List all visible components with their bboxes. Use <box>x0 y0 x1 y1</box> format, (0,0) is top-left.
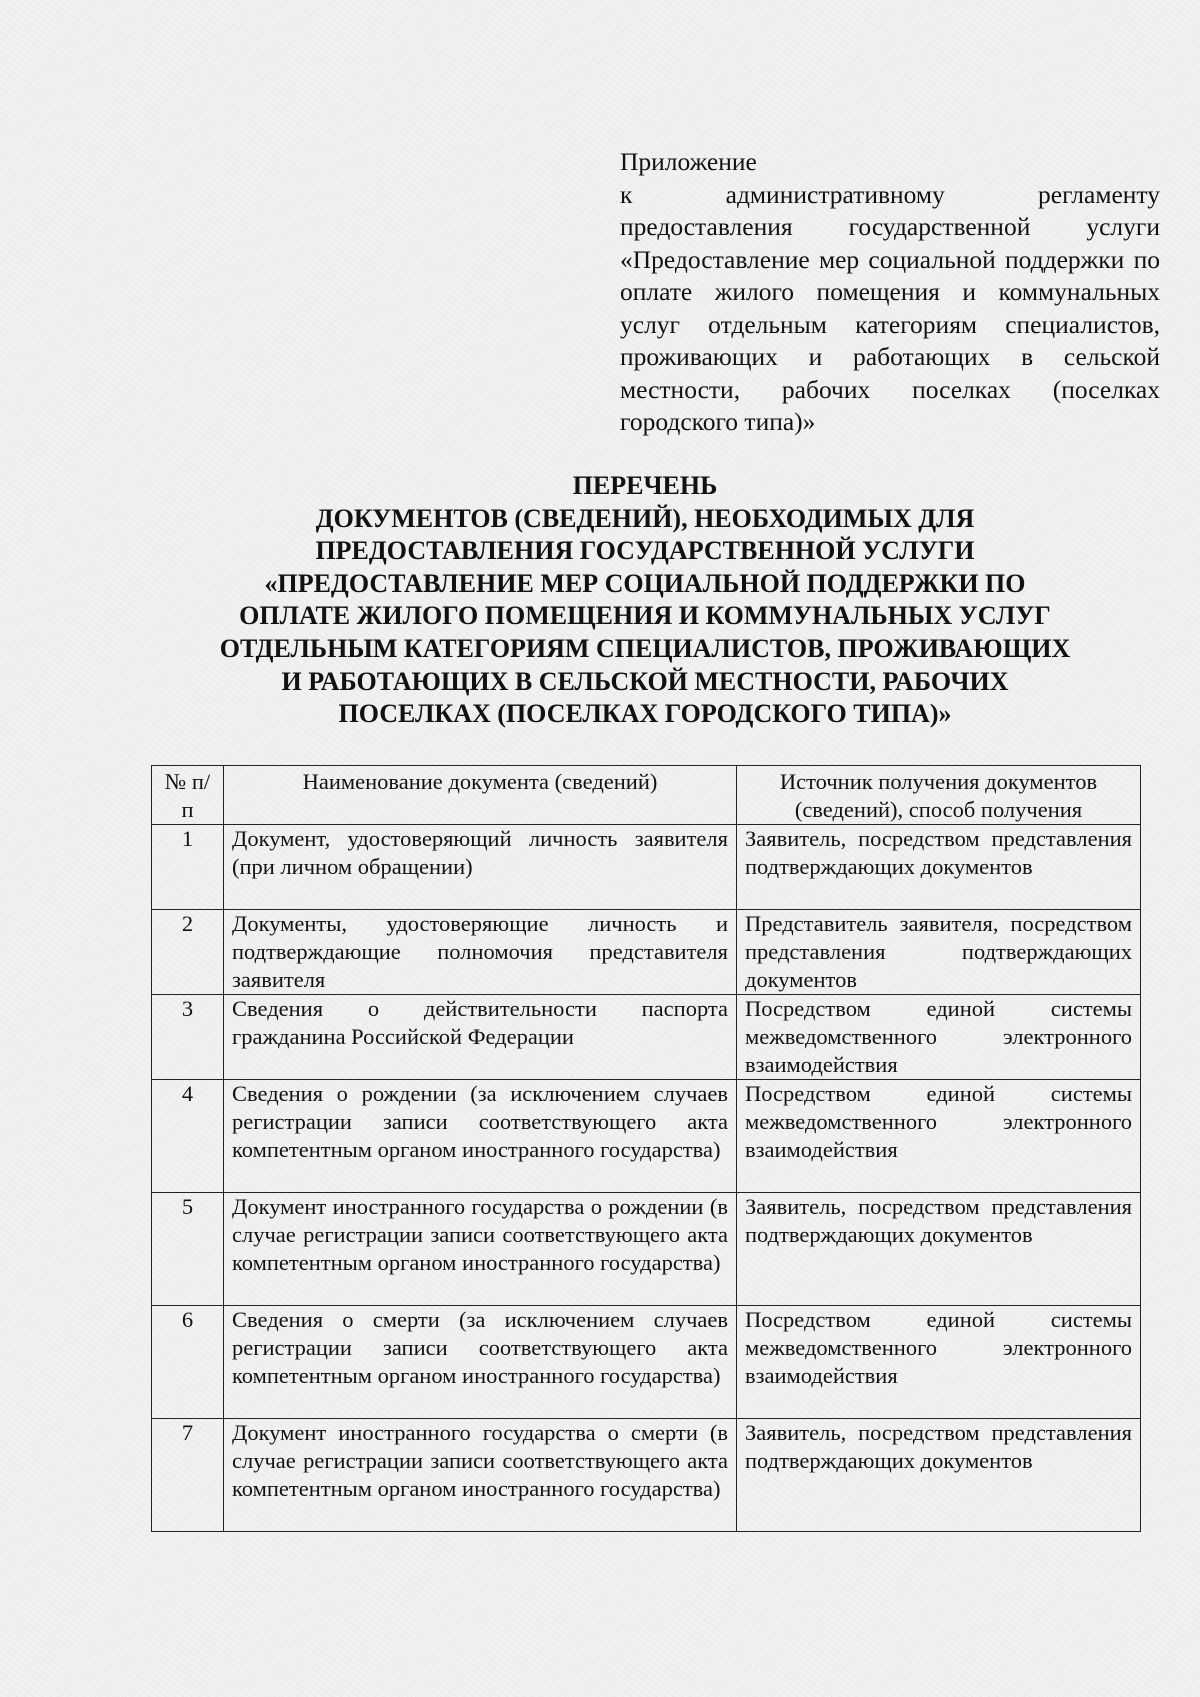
table-header-row <box>152 766 1141 825</box>
row-name: Сведения о смерти (за исключением случаев регистрации записи соответствующего акта компетентным органом иностранного государства) <box>224 1306 737 1419</box>
row-source: Заявитель, посредством представления подтверждающих документов <box>737 1193 1141 1306</box>
row-source: Посредством единой системы межведомственного электронного взаимодействия <box>737 1080 1141 1193</box>
row-num: 5 <box>152 1193 224 1306</box>
row-name: Документы, удостоверяющие личность и подтверждающие полномочия представителя заявителя <box>224 910 737 995</box>
appendix-body: к административному регламенту предоставления государственной услуги «Предоставление мер социальной поддержки по оплате жилого помещения и коммунальных услуг отдельным категориям специалистов, проживающих и работающих в сельской местности, рабочих поселках (поселках городского типа)» <box>620 179 1160 436</box>
row-num: 6 <box>152 1306 224 1419</box>
title-line: ПЕРЕЧЕНЬ <box>572 471 718 500</box>
table-row <box>152 910 1141 995</box>
title-line: ДОКУМЕНТОВ (СВЕДЕНИЙ), НЕОБХОДИМЫХ ДЛЯ <box>315 503 975 533</box>
title-line: «ПРЕДОСТАВЛЕНИЕ МЕР СОЦИАЛЬНОЙ ПОДДЕРЖКИ ПО <box>264 568 1026 598</box>
table-row <box>152 825 1141 910</box>
row-name: Документ, удостоверяющий личность заявителя (при личном обращении) <box>224 825 737 910</box>
table-row <box>152 995 1141 1080</box>
title-line: ПОСЕЛКАХ (ПОСЕЛКАХ ГОРОДСКОГО ТИПА)» <box>338 699 952 729</box>
row-source: Заявитель, посредством представления подтверждающих документов <box>737 1419 1141 1532</box>
title-line: ПРЕДОСТАВЛЕНИЯ ГОСУДАРСТВЕННОЙ УСЛУГИ <box>315 536 975 566</box>
table-row <box>152 1193 1141 1306</box>
documents-table <box>151 765 1141 1532</box>
row-num: 3 <box>152 995 224 1080</box>
title-line: ОТДЕЛЬНЫМ КАТЕГОРИЯМ СПЕЦИАЛИСТОВ, ПРОЖИВАЮЩИХ <box>219 633 1071 663</box>
title-line: ОПЛАТЕ ЖИЛОГО ПОМЕЩЕНИЯ И КОММУНАЛЬНЫХ УСЛУГ <box>239 601 1051 631</box>
row-num: 1 <box>152 825 224 910</box>
row-name: Документ иностранного государства о рождении (в случае регистрации записи соответствующего акта компетентным органом иностранного государства) <box>224 1193 737 1306</box>
header-name: Наименование документа (сведений) <box>224 766 737 825</box>
row-source: Посредством единой системы межведомственного электронного взаимодействия <box>737 1306 1141 1419</box>
header-source: Источник получения документов (сведений), способ получения <box>737 766 1141 825</box>
row-name: Сведения о рождении (за исключением случаев регистрации записи соответствующего акта компетентным органом иностранного государства) <box>224 1080 737 1193</box>
appendix-block <box>620 146 1160 439</box>
header-num: № п/п <box>152 766 224 825</box>
row-source: Представитель заявителя, посредством представления подтверждающих документов <box>737 910 1141 995</box>
table-row <box>152 1306 1141 1419</box>
title-line: И РАБОТАЮЩИХ В СЕЛЬСКОЙ МЕСТНОСТИ, РАБОЧИХ <box>281 666 1009 696</box>
row-source: Посредством единой системы межведомственного электронного взаимодействия <box>737 995 1141 1080</box>
row-num: 4 <box>152 1080 224 1193</box>
row-num: 7 <box>152 1419 224 1532</box>
row-name: Сведения о действительности паспорта гражданина Российской Федерации <box>224 995 737 1080</box>
table-row <box>152 1080 1141 1193</box>
table-row <box>152 1419 1141 1532</box>
appendix-heading: Приложение <box>620 147 757 176</box>
row-source: Заявитель, посредством представления подтверждающих документов <box>737 825 1141 910</box>
document-title <box>150 470 1140 731</box>
row-name: Документ иностранного государства о смерти (в случае регистрации записи соответствующего акта компетентным органом иностранного государства) <box>224 1419 737 1532</box>
row-num: 2 <box>152 910 224 995</box>
